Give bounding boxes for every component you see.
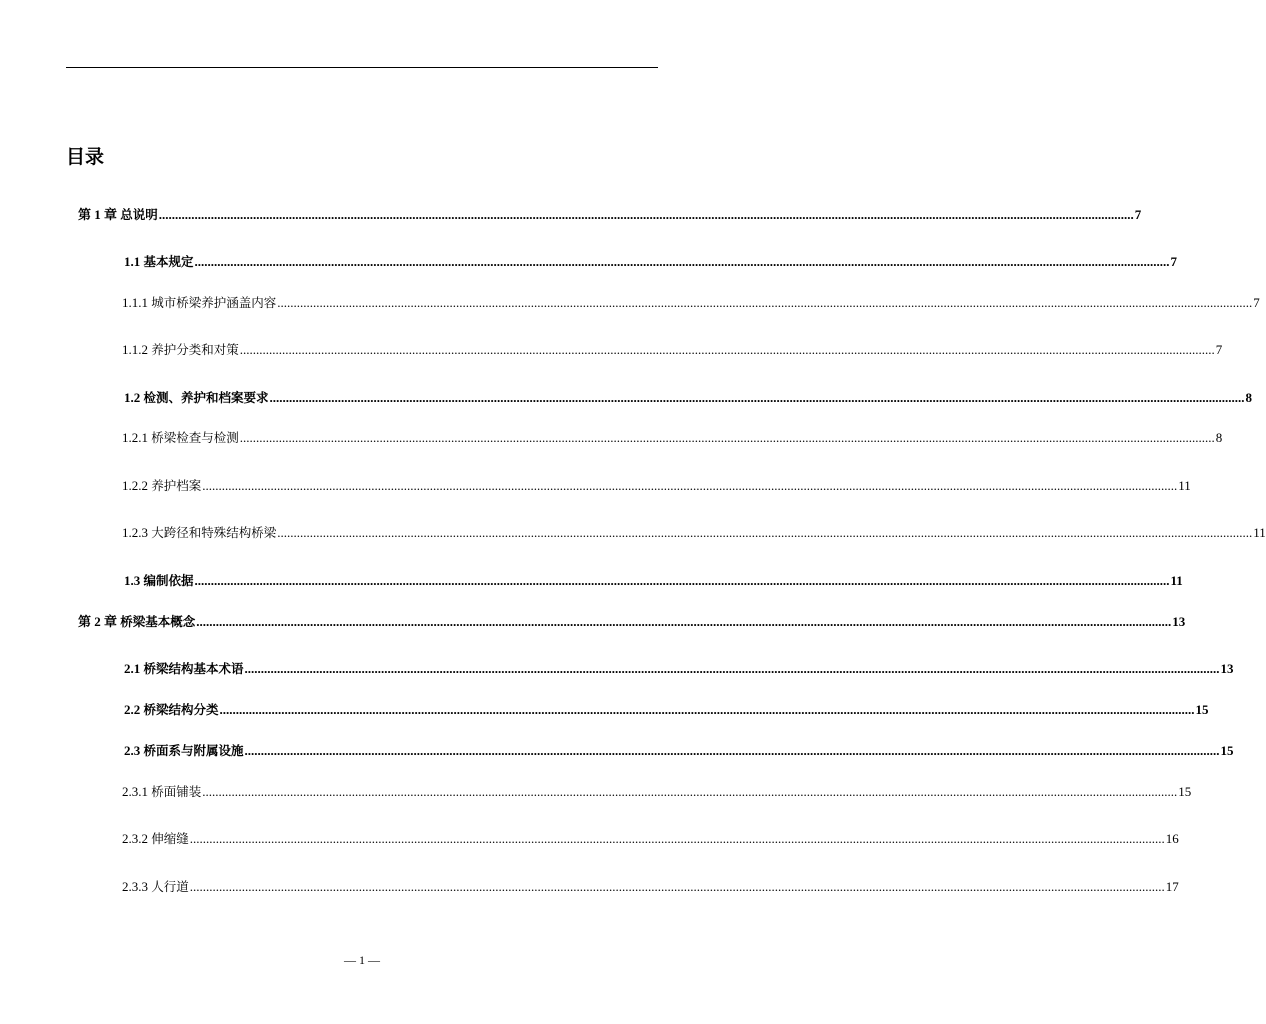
toc-entry-number: 1.1.2: [122, 342, 148, 357]
toc-leader-dots: ............................................................................................................................................................................................................................................................................................................: [194, 254, 1170, 269]
toc-entry-2-3[interactable]: [124, 741, 1234, 761]
toc-entry-title: 伸缩缝: [151, 831, 189, 846]
toc-leader-dots: ............................................................................................................................................................................................................................................................................................................: [196, 614, 1172, 629]
toc-entry-number: 2.3.3: [122, 879, 148, 894]
toc-page-number: 13: [1220, 661, 1234, 676]
toc-page-number: 15: [1178, 784, 1192, 799]
toc-page-number: 7: [1170, 254, 1178, 269]
toc-entry-chapter-2[interactable]: [78, 612, 1186, 632]
toc-leader-dots: ............................................................................................................................................................................................................................................................................................................: [277, 295, 1253, 310]
toc-entry-title: 基本规定: [143, 254, 194, 269]
toc-leader-dots: ............................................................................................................................................................................................................................................................................................................: [269, 390, 1245, 405]
page-footer-number: — 1 —: [344, 953, 380, 967]
toc-entry-title: 人行道: [151, 879, 189, 894]
toc-leader-dots: ............................................................................................................................................................................................................................................................................................................: [189, 879, 1165, 894]
toc-entry-title: 检测、养护和档案要求: [143, 390, 269, 405]
toc-leader-dots: ............................................................................................................................................................................................................................................................................................................: [194, 573, 1170, 588]
toc-entry-number: 第 1 章: [78, 207, 118, 222]
toc-entry-number: 第 2 章: [78, 614, 118, 629]
toc-entry-2-2[interactable]: [124, 700, 1209, 720]
toc-leader-dots: ............................................................................................................................................................................................................................................................................................................: [244, 743, 1220, 758]
toc-leader-dots: ............................................................................................................................................................................................................................................................................................................: [202, 784, 1178, 799]
toc-page-number: 7: [1215, 342, 1223, 357]
toc-page-number: 11: [1170, 573, 1183, 588]
toc-page-number: 11: [1253, 525, 1266, 540]
toc-entry-1-2-2[interactable]: [122, 476, 1191, 496]
toc-entry-number: 1.1: [124, 254, 141, 269]
toc-entry-title: 桥梁结构分类: [143, 702, 219, 717]
toc-entry-title: 城市桥梁养护涵盖内容: [151, 295, 277, 310]
toc-entry-number: 2.2: [124, 702, 141, 717]
toc-entry-1-2-1[interactable]: [122, 428, 1223, 448]
toc-leader-dots: ............................................................................................................................................................................................................................................................................................................: [277, 525, 1253, 540]
toc-entry-1-2[interactable]: [124, 388, 1253, 408]
toc-title: 目录: [66, 146, 105, 168]
toc-page-number: 11: [1178, 478, 1191, 493]
toc-page-number: 8: [1245, 390, 1253, 405]
toc-entry-number: 1.1.1: [122, 295, 148, 310]
toc-leader-dots: ............................................................................................................................................................................................................................................................................................................: [158, 207, 1134, 222]
toc-entry-title: 桥面铺装: [151, 784, 202, 799]
toc-page-number: 16: [1165, 831, 1179, 846]
toc-entry-chapter-1[interactable]: [78, 205, 1142, 225]
toc-page-number: 8: [1215, 430, 1223, 445]
toc-entry-number: 1.2.3: [122, 525, 148, 540]
toc-leader-dots: ............................................................................................................................................................................................................................................................................................................: [239, 430, 1215, 445]
toc-page-number: 15: [1220, 743, 1234, 758]
toc-entry-number: 2.3: [124, 743, 141, 758]
toc-entry-1-3[interactable]: [124, 571, 1183, 591]
toc-entry-title: 桥梁结构基本术语: [143, 661, 244, 676]
toc-entry-2-3-2[interactable]: [122, 829, 1179, 849]
toc-entry-1-1-2[interactable]: [122, 340, 1223, 360]
toc-entry-1-2-3[interactable]: [122, 523, 1266, 543]
toc-entry-title: 桥梁检查与检测: [151, 430, 239, 445]
toc-entry-title: 桥面系与附属设施: [143, 743, 244, 758]
toc-leader-dots: ............................................................................................................................................................................................................................................................................................................: [189, 831, 1165, 846]
toc-page-number: 7: [1134, 207, 1142, 222]
toc-leader-dots: ............................................................................................................................................................................................................................................................................................................: [219, 702, 1195, 717]
toc-page-number: 13: [1172, 614, 1186, 629]
toc-entry-title: 桥梁基本概念: [120, 614, 196, 629]
toc-entry-title: 总说明: [120, 207, 158, 222]
toc-entry-number: 2.1: [124, 661, 141, 676]
toc-leader-dots: ............................................................................................................................................................................................................................................................................................................: [244, 661, 1220, 676]
toc-entry-number: 1.2.2: [122, 478, 148, 493]
toc-page-number: 15: [1195, 702, 1209, 717]
toc-entry-number: 1.2.1: [122, 430, 148, 445]
toc-entry-2-1[interactable]: [124, 659, 1234, 679]
toc-entry-title: 大跨径和特殊结构桥梁: [151, 525, 277, 540]
toc-entry-1-1-1[interactable]: [122, 293, 1260, 313]
toc-entry-title: 养护分类和对策: [151, 342, 239, 357]
toc-page-number: 7: [1253, 295, 1260, 310]
toc-entry-1-1[interactable]: [124, 252, 1178, 272]
toc-leader-dots: ............................................................................................................................................................................................................................................................................................................: [239, 342, 1215, 357]
toc-entry-2-3-3[interactable]: [122, 877, 1179, 897]
toc-entry-2-3-1[interactable]: [122, 782, 1192, 802]
toc-entry-number: 2.3.1: [122, 784, 148, 799]
toc-entry-number: 1.2: [124, 390, 141, 405]
toc-entry-number: 1.3: [124, 573, 141, 588]
toc-leader-dots: ............................................................................................................................................................................................................................................................................................................: [202, 478, 1178, 493]
toc-entry-title: 养护档案: [151, 478, 202, 493]
toc-page-number: 17: [1165, 879, 1179, 894]
toc-entry-title: 编制依据: [143, 573, 194, 588]
toc-entry-number: 2.3.2: [122, 831, 148, 846]
